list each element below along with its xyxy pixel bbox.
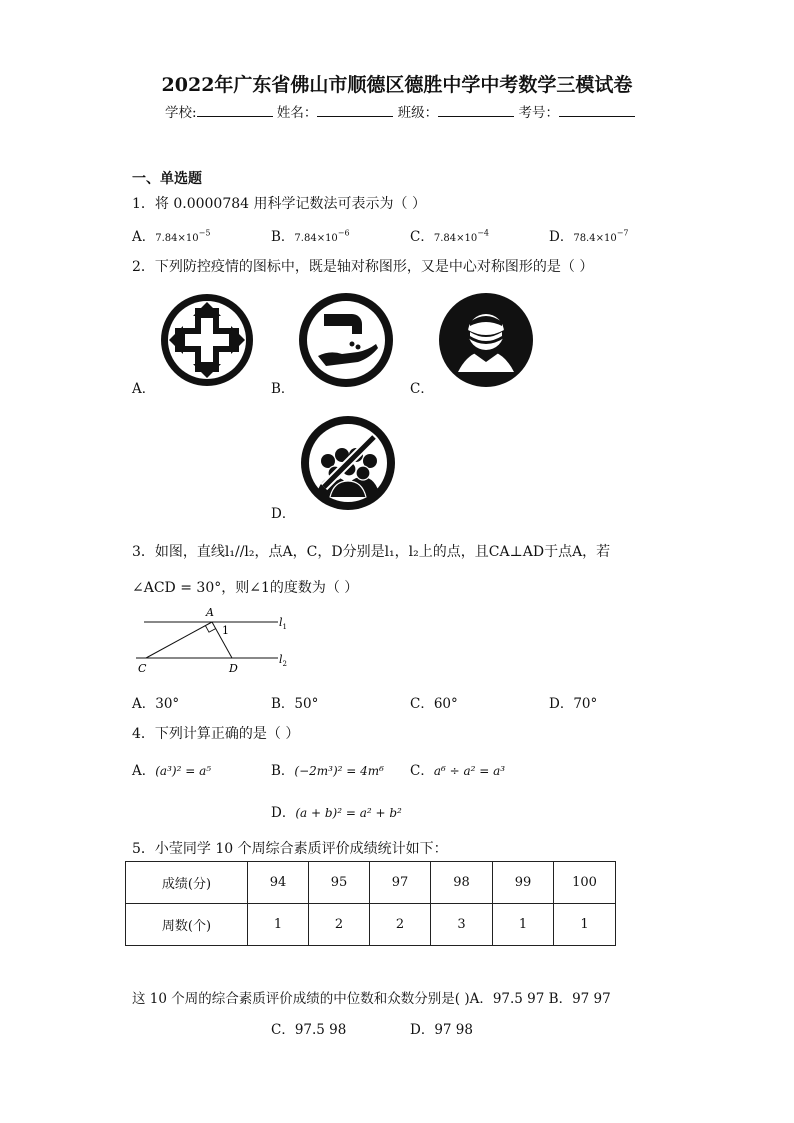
q5-option-c: C．97.5 98	[271, 1022, 347, 1038]
q2-letter-a: A．	[132, 381, 156, 397]
table-cell: 94	[248, 862, 309, 904]
q2-stem: 2．下列防控疫情的图标中，既是轴对称图形，又是中心对称图形的是（ ）	[132, 259, 594, 275]
table-cell: 成绩(分)	[126, 862, 248, 904]
medical-cross-icon	[157, 292, 257, 388]
q4-option-c: C．a⁶ ÷ a² = a³	[410, 763, 506, 779]
q2-letter-b: B．	[271, 381, 295, 397]
score-table	[125, 861, 616, 946]
q3-option-b: B．50°	[271, 696, 319, 712]
q2-letter-c: C．	[410, 381, 434, 397]
section-heading: 一、单选题	[132, 171, 202, 187]
table-cell: 3	[431, 904, 493, 946]
q4-expr-b: (−2m³)² = 4m⁶	[294, 764, 384, 778]
q4-stem: 4．下列计算正确的是（ ）	[132, 726, 300, 742]
q4-option-a: A．(a³)² = a⁵	[132, 763, 212, 779]
q4-option-d: D．(a + b)² = a² + b²	[271, 805, 402, 821]
q4-expr-d: (a + b)² = a² + b²	[295, 806, 402, 820]
q1-option-b: B．$7.84\times 10^{-6}$	[271, 228, 350, 245]
table-cell: 95	[309, 862, 370, 904]
q5-option-d: D．97 98	[410, 1022, 473, 1038]
class-label: 班级：	[397, 105, 439, 121]
table-cell: 1	[493, 904, 554, 946]
table-cell: 100	[554, 862, 616, 904]
table-cell: 2	[370, 904, 431, 946]
point-d-label: D	[229, 662, 238, 675]
table-cell: 1	[554, 904, 616, 946]
school-label: 学校:	[165, 105, 197, 121]
name-blank[interactable]	[317, 104, 393, 117]
q4-expr-c: a⁶ ÷ a² = a³	[433, 764, 506, 778]
masked-person-icon	[436, 292, 536, 388]
table-cell: 98	[431, 862, 493, 904]
page-title: 2022年广东省佛山市顺德区德胜中学中考数学三模试卷	[161, 74, 633, 96]
table-row	[126, 862, 616, 904]
point-c-label: C	[138, 662, 147, 675]
table-row	[126, 904, 616, 946]
q4-option-b: B．(−2m³)² = 4m⁶	[271, 763, 384, 779]
table-cell: 2	[309, 904, 370, 946]
q3-geometry-figure	[132, 600, 302, 680]
table-cell: 99	[493, 862, 554, 904]
line-l2-label: $l_2$	[279, 653, 287, 668]
q5-stem: 5．小莹同学 10 个周综合素质评价成绩统计如下：	[132, 841, 448, 857]
no-gathering-icon	[298, 415, 398, 511]
q1-option-d: D．$78.4\times 10^{-7}$	[549, 228, 629, 245]
point-a-label: A	[206, 606, 214, 619]
angle-1-label: 1	[222, 624, 229, 637]
table-cell: 周数(个)	[126, 904, 248, 946]
line-l1-label: $l_1$	[279, 616, 287, 631]
q5-question: 这 10 个周的综合素质评价成绩的中位数和众数分别是( )A．97.5 97 B．97 97	[132, 991, 611, 1007]
q3-option-c: C．60°	[410, 696, 458, 712]
q1-option-c: C．$7.84\times 10^{-4}$	[410, 228, 490, 245]
q3-option-a: A．30°	[132, 696, 180, 712]
q2-letter-d: D．	[271, 506, 296, 522]
exam-number-blank[interactable]	[559, 104, 635, 117]
table-cell: 1	[248, 904, 309, 946]
q1-option-a: A．$7.84\times 10^{-5}$	[132, 228, 211, 245]
q1-stem: 1．将 0.0000784 用科学记数法可表示为（ ）	[132, 196, 426, 212]
name-label: 姓名：	[276, 105, 318, 121]
table-cell: 97	[370, 862, 431, 904]
q4-expr-a: (a³)² = a⁵	[155, 764, 212, 778]
q3-option-d: D．70°	[549, 696, 598, 712]
class-blank[interactable]	[438, 104, 514, 117]
q3-stem-line1: 3．如图，直线l₁//l₂，点A，C，D分别是l₁，l₂上的点，且CA⊥AD于点A，若	[132, 544, 611, 560]
school-blank[interactable]	[197, 104, 273, 117]
handwashing-icon	[296, 292, 396, 388]
student-info-line	[165, 101, 635, 121]
exam-number-label: 考号：	[518, 105, 559, 121]
q3-stem-line2: ∠ACD = 30°，则∠1的度数为（ ）	[132, 580, 359, 596]
